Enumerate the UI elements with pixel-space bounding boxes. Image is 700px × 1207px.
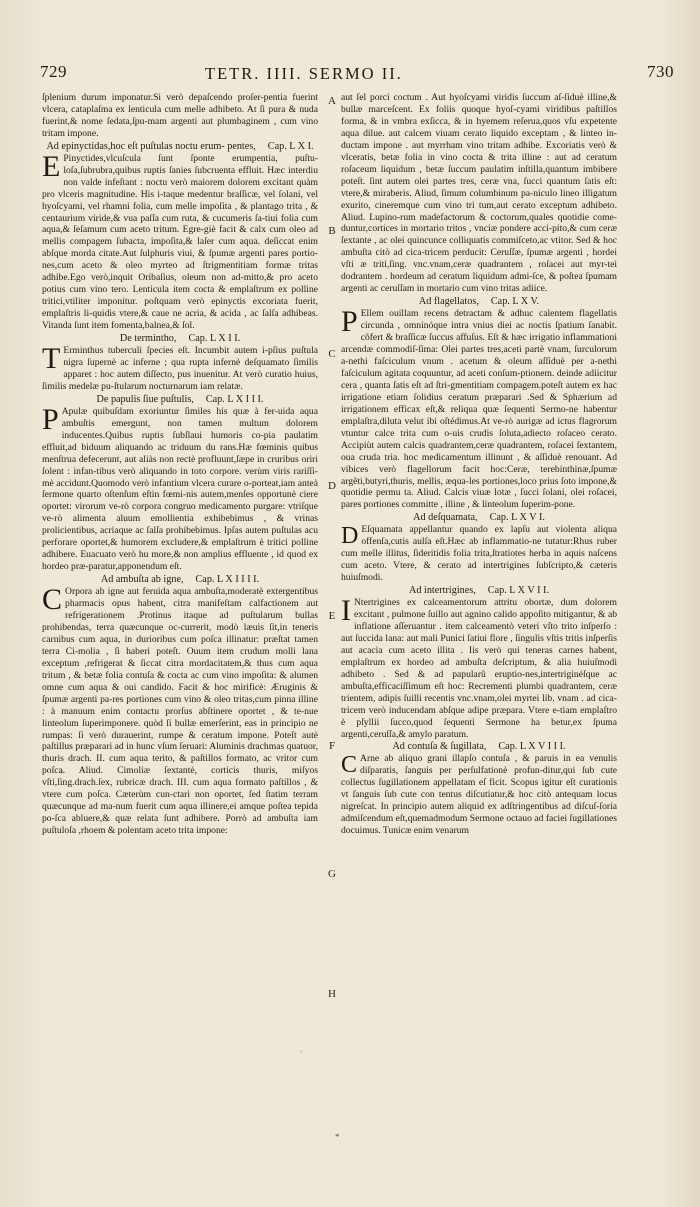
heading-text: Ad deſquamata, [413, 512, 478, 524]
chapter-number: Cap. L X I I. [188, 333, 241, 345]
margin-letter-f: F [328, 740, 336, 752]
heading-text: De papulis ſiue puſtulis, [96, 393, 194, 405]
margin-letter-d: D [328, 480, 336, 492]
paragraph [341, 753, 617, 837]
paragraph-text: Arne ab aliquo grani illapſo contuſa , & paruis in ea venulis diſparatis, ſanguis per perſulfationè profun-ditur,qui ſub cute collectus ſugillationem appellatam eſ ficit. Scopus igitur eſt curationis vt ſanguis ſub cute con tentus diſcutiatur,& hoc citò antequam locus nigreſcat. In principio autem aliquid ex adſtringentibus ad diſcuſ-ſoria admiſcendum eſt,quemadmodum Sermone octauo ad faciei ſugillationes docuimus. Tunicæ enim venarum [341, 753, 617, 837]
bottom-mark: * [335, 1132, 340, 1142]
chapter-heading [341, 585, 617, 597]
chapter-heading [42, 141, 318, 153]
paragraph-text: Erminthus tuberculi ſpecies eſt. Incumbit autem i-pſius puſtula nigra ſupernè ac inferne ; qua rupta infernè deſquamato ſimilis apparet : hoc autem diſſecto, pus inuenitur. At verò curatio huius, ſimilis medelæ pu-ſtularum nocturnarum iam relatæ. [42, 345, 318, 392]
heading-text: Ad ambuſta ab igne, [100, 574, 184, 586]
paragraph [341, 524, 617, 584]
margin-letter-h: H [328, 988, 336, 1000]
paragraph [42, 149, 318, 332]
heading-text: De termintho, [119, 333, 177, 345]
chapter-number: Cap. L X I I I. [205, 393, 264, 405]
chapter-number: Cap. L X V. [490, 296, 540, 308]
heading-text: Ad contuſa & ſugillata, [392, 741, 487, 753]
paragraph: aut ſel porci coctum . Aut hyoſcyami viridis ſuccum aſ-ſiduè illine,& bullæ marceſcent. Ex foliis quoque hyoſ-cyami viridibus paſtillos forma, & in vmbra exſicca, & in hyemem reſerua,quos vſu expetente aqua dilue. aut calcem viuam cerato liquido exceptam , & linteo in-ductam impone . aut myrrham vino tritam adhibe. Excoriatis verò & vlceratis, betæ folia in vino cocta & trita illine : aut ad ceratum roſaceum liquidum , betæ ſuccum paulatim inſtilla,quantum imbibere poteſt. ſint autem olei partes tres, ceræ vna, ſucci quantum ſatis eſt: vtere,& miraberis. Aliud, ſimum columbinum pa-niculo lineo illigatum exurito, cineremque cum vino tri tum,aut cerato exceptum adhibeto. Aliud. Lupino-rum madefactorum & coctorum,quales quotidie come-duntur,cortices in mortario tritos , vnciæ pondere acci-pito,& cum ceræ ſextante , ac olei quincunce colliquatis commiſceto,ac vtitor. Sed & hoc ambuſta citò ad cica-tricem perducit: Ceruſſæ, ſpumæ argenti , hordei vſti æ triti,ſing. vnc.vnam,ceræ quadrantem , roſacei aut myr-tei dodrantem . hordeum ad ceratum liquidum admi-ſce, & poſtea ſpumam argenti ac ceruſſam in mortario cum vino tritas adiice. [341, 92, 617, 295]
drop-capital: T [42, 342, 61, 376]
paragraph [341, 594, 617, 740]
chapter-number: Cap. L X V I I. [487, 585, 549, 597]
running-title: TETR. IIII. SERMO II. [205, 64, 403, 83]
folio-right: 730 [647, 62, 674, 81]
margin-letter-a: A [328, 95, 336, 107]
margin-letter-e: E [328, 610, 336, 622]
chapter-number: Cap. L X I. [267, 140, 314, 152]
paragraph [42, 402, 318, 573]
chapter-heading [341, 512, 617, 524]
heading-text: Ad intertrigines, [409, 585, 476, 597]
chapter-number: Cap. L X V I I I. [498, 741, 566, 753]
chapter-heading [42, 394, 318, 406]
margin-letter-c: C [328, 348, 336, 360]
heading-text: Ad epinyctidas,hoc eſt puſtulas noctu erum- pentes, [46, 140, 256, 152]
drop-capital: P [341, 305, 358, 339]
paragraph [42, 583, 318, 837]
chapter-number: Cap. L X V I. [489, 512, 545, 524]
paragraph: ſplenium durum imponatur.Si verò depaſcendo proſer-pentia fuerint vlcera, cataplaſma ex lenticula cum melle adhibeto. At ſi pura & nuda fuerint,& nome ſedata,ſpu-mam argenti aut plumbaginem , cum vino tritam impone. [42, 92, 318, 139]
page-header [0, 62, 700, 88]
drop-capital: D [341, 523, 359, 550]
paragraph-text: Orpora ab igne aut feruida aqua ambuſta,moderatè extergentibus pharmacis opus habent, citra manifeſtam calfactionem aut refrigerationem .Protinus itaque ad puſtularum bullas prohibendas, terra quæcunque oc-currerit, modò læuis ſit,in teneris carnibus cum aqua, in durioribus cum poſca illinatur: præſtat tamen terra Ci-molia , ſi haberi poteſt. Ouum item crudum molli lana exceptum ,refrigerat & ſiccat citra mordacitatem,& thus cum aqua tritum , & betæ folia contuſa & cocta ac cum vino impoſita: & alumen omne cum aqua & oui candido. Facit & hoc mirificè: Æruginis & ſpumæ argenti pa-res portiones cum vino & oleo tritas,cum pinna illine : à manuum enim contactu prorſus abſtinere oportet , & te-nue linteolum ſuperimponere. quòd ſi bullæ emerſerint, eas in principio ne rumpas: ſi verò durauerint, rumpe & ceratum impone. Poteſt autè paſtillus præparari ad in hunc vſum ſeruari: Aluminis drachmas quatuor, thuris drach. II. cum aqua terito, & paſtillos formato, ac vritor cum poſca. Aliud. Cimoliæ ſextantè, corticis thuris, miſyos vſti,ſing.drach.ſex, rubricæ drach. III. cum aqua formato paſtillos , & vtere cum poſca. Cæterùm cun-ctari non oportet, ſed ſtatim terram quæcunque ad ma-num fuerit cum aqua illinere,ei amque poſtea tepida po-ſca abluere,& quæ relata ſunt adhibere. Porrò ad ambuſta iam puſtuloſa ,rhoem & polentam aceto trita impone: [42, 586, 318, 837]
chapter-heading [42, 333, 318, 345]
margin-letter-b: B [328, 225, 336, 237]
chapter-heading [341, 741, 617, 753]
drop-capital: C [341, 752, 358, 779]
paragraph-text: Ntertrigines ex calceamentorum attritu obortæ, dum dolorem excitant , pulmone ſuillo aut agnino calido appoſito mitigantur, & ab inflatione aſſeruantur . item calceamentò veteri vſto trito inſperſo : aut ſuccida lana: aut mali Punici ſatiui flore , ſingulis vſtis tritis inſperſis aut acacia cum aceto illita . Iis verò qui teneras carnes habent, emplaſtrum ex hordeo ad ambuſta deſcriptum, & alia huiuſmodi adhibeto . Sed & ad papularũ eruptio-nes,intertriginéſque ac ambuſta,efficaciſſimum eſt hoc: Recrementi plumbi quadrantem, ceræ trientem, adipis ſuilli recentis vnc.vnam,olei myrtei lib. vnam . ad cica-tricem verò inducendam abſque adipe præpara. Vtere e-tiam emplaſtro è pſyllii ſucco,quod ſequenti Sermone ha betur,ex ſpuma argenti,ceruſſa,& amylo paratum. [341, 597, 617, 740]
paragraph [341, 305, 617, 511]
left-column [42, 92, 318, 1092]
chapter-heading [341, 296, 617, 308]
chapter-number: Cap. L X I I I I. [195, 574, 260, 586]
drop-capital: C [42, 583, 63, 617]
heading-text: Ad flagellatos, [418, 296, 479, 308]
paragraph-text: Apulæ quibuſdam exoriuntur ſimiles his quæ à fer-uida aqua ambuſtis emergunt, non tamen multum dolorem inducentes.Quibus ruptis ſubſlaui humoris co-pia paulatim effluit,ad biduum aliquando ac triduum du rans.Hæ fœminis quibus menſtrua defecerunt, aut aliàs non rectè profluunt,ſæpe in cruribus oriri ſolent : infan-tibus verò aliquando in toto corpore. verùm viris rariſſi-mè accidunt.Quomodo verò infantium vlcera curare o-porteat,iam anteà ſermone quarto oſtenſum eſtin fœmi-nis autem,menſes opportunè ciere oportet: virorum ve-rò corpora congruo medicamento purgare: vtriſque ve-rò alimenta aluum emollientia exhibebimus , & vrinas prolicientibus, acriaque ac ſalſa prohibebimus. Ipſas autem puſtulas acu perforare oportet,& humorem excludere,& emplaſtrum è tritici polline adhibere. Euacuato verò hu more,& non amplius effluente , id quod ex hordeo præ-paratur,apponendum eſt. [42, 405, 318, 573]
paragraph-text: Ellem ouillam recens detractam & adhuc calentem flagellatis circunda , omninóque intra vnius diei ac noctis ſpatium ſanabit. cõfert & braſſicæ ſuccus affuſus. Eſt & hæc irrigatio inflammationi arcendæ commodiſ-ſima: Olei partes tres,aceti partè vnam, ſurculorum a-nethi faſciculum vnum . acetum & oleum aſſiduè per a-nethi faſciculum agitata coquuntur, ad aceti conſum-ptionem. deinde adiicitur cera , quanta ſatis eſt ad ſtri-gmentitiam compagem.poteſt autem ex hac irrigatione etiam ſolidius ceratum præparari .Sed & Sphærium ad irrigationem efficax eſt,& reliqua quæ ſequenti Sermo-ne habentur emplaſtra,diluta velut ibi oſtédimus.At ve-rò aurigæ ad ictus flagrorum vtuntur calce trita cum o-uis crudis ſoluta,adiecto roſaceo cerato. Accipiùt autem calcis quadrantem,ceræ quadrantem, roſacei ſextantem, oua cruda tria. hoc medicamentum illinunt , & aſſiduè renouant. Ad vibices verò flagellorum facit hoc:Ceræ, terebinthinæ,ſpumæ argẽti,butyri,thuris, mellis, æqua-les portiones,loco prius ſoto impone,& quotidie permu ta. Aliud. Calcis viuæ lotæ , ſucci ſolani, olei roſacei, pares portiones committe , illine , & linteolum ſuperim-pone. [341, 308, 617, 511]
paragraph [42, 342, 318, 393]
drop-capital: E [42, 149, 61, 183]
paragraph-text: Eſquamata appellantur quando ex lapſu aut violenta aliqua offenſa,cutis aulſa eſt.Hæc ab inflammatio-ne tutatur:Rhus ruber cum melle illitus, ſideritidis folia trita,ſtratiotes herba in aquis naſcens cum aceto. Vtere, & cerato ad intertrigines ſubſcripto,& cæteris huiuſmodi. [341, 524, 617, 584]
chapter-heading [42, 574, 318, 586]
margin-letter-g: G [328, 868, 336, 880]
right-column [341, 92, 617, 1092]
folio-left: 729 [40, 62, 67, 81]
paragraph-text: Pinyctides,vlcuſcula ſunt ſponte erumpentia, puſtu-loſa,ſubrubra,quibus ruptis ſanies ſubcruenta effluit. Hæc interdiu non valde infeſtant : noctu verò maiorem dolorem excitant quàm pro vlceris magnitudine. His i-taque medentur braſſicæ, vel ſolani, vel hyoſcyami, vel rhamni folia, cum melle impoſita , & plantago trita , & centaurium viride,& vua paſſa cum ruta, & cucumeris ſa-tiui folia cum aqua,& ſeſamum cum aceto tritum. Egre-giè facit & calx cum oleo ad mellis compagem ſubacta, impoſita,& laſer cum aqua. deſiccat enim abſque morda citate.Aut ſulphuris viui, & ſpumæ argenti pares portio-nes,cum aceto & oleo myrteo ad ſtrigmentitiam formæ tritas adhibe.Ego verò,inquit Oribaſius, oleum non ad-mitto,& pro aceto potius cum vino tero. Lenticula item cocta & emplaſtrum ex polline tritici,vtiliter imponitur. poſtquam verò epinyctis excoriata fuerit, emplaſtris li-quidis vtere,& caue ne acria, & acida , ac ſalſa adhibeas. Vitanda ſunt item fomenta,balnea,& ſol. [42, 152, 318, 332]
drop-capital: I [341, 594, 351, 628]
drop-capital: P [42, 402, 59, 436]
